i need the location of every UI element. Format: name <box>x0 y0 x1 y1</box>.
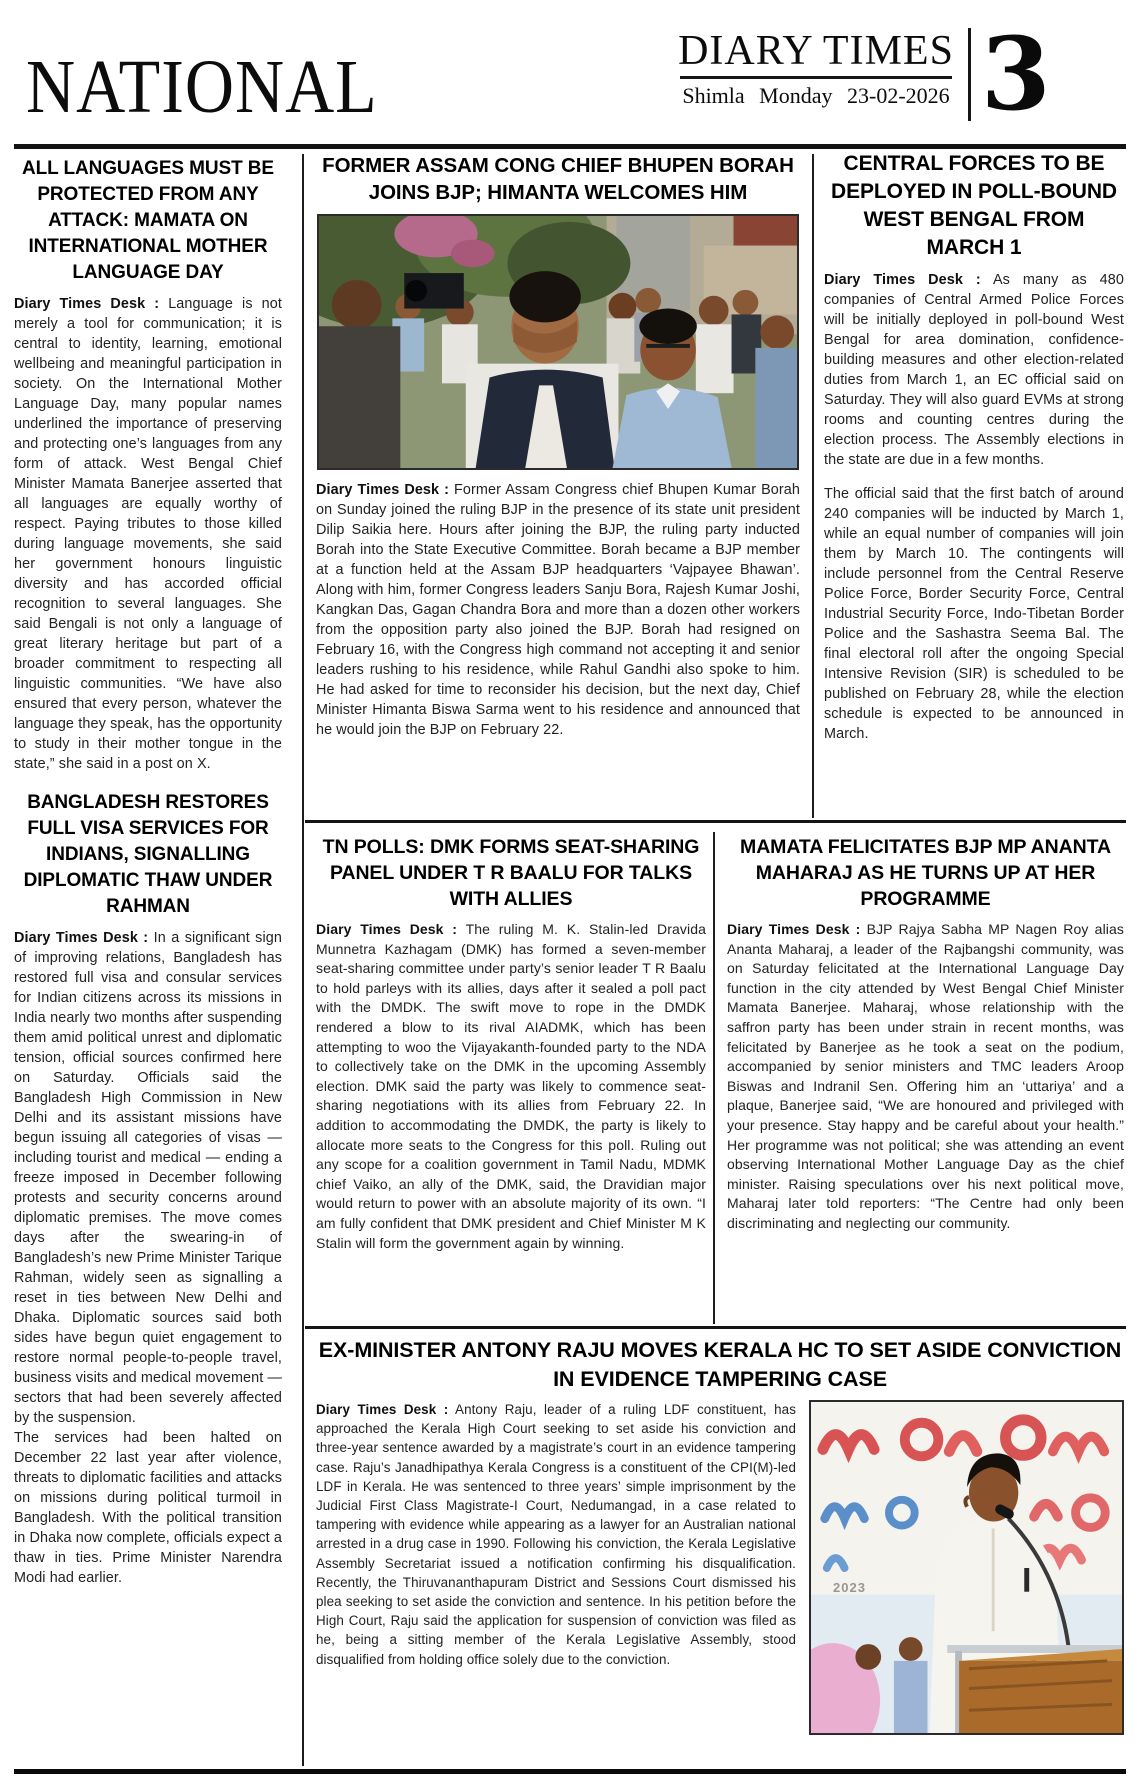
article-body <box>824 270 1124 744</box>
section-rule-upper <box>305 820 1126 823</box>
headline-mamata-language: ALL LANGUAGES MUST BE PROTECTED FROM ANY ATTACK: MAMATA ON INTERNATIONAL MOTHER LANGUAGE DAY <box>22 158 274 283</box>
headline-antony-raju: EX-MINISTER ANTONY RAJU MOVES KERALA HC TO SET ASIDE CONVICTION IN EVIDENCE TAMPERING CASE <box>318 1338 1122 1391</box>
headline-mamata-maharaj: MAMATA FELICITATES BJP MP ANANTA MAHARAJ AS HE TURNS UP AT HER PROGRAMME <box>740 836 1111 910</box>
middle-top-column <box>316 152 800 818</box>
section-rule-lower <box>305 1326 1126 1329</box>
body-text: Language is not merely a tool for communication; it is central to identity, learning, emotional wellbeing and meaningful participation in society. On the International Mother Language Day, many popular names underlined the importance of preserving and protecting one’s languages from any form of attack. West Bengal Chief Minister Mamata Banerjee asserted that all languages are equally worthy of respect. Paying tributes to those killed during language movements, she said her government honours linguistic diversity and has accorded official recognition to several languages. She said Bengali is not only a language of great literary heritage but part of a broader commitment to respecting all linguistic communities. “We have also ensured that every person, whatever the language they speak, has the opportunity to study in their mother tongue in the state,” she said in a post on X. <box>14 296 282 772</box>
article-body <box>727 920 1124 1234</box>
mamata-maharaj-column <box>727 834 1124 1322</box>
headline-central-forces: CENTRAL FORCES TO BE DEPLOYED IN POLL-BOUND WEST BENGAL FROM MARCH 1 <box>831 152 1117 259</box>
section-title: NATIONAL <box>26 43 378 129</box>
bottom-article <box>316 1336 1124 1764</box>
byline: Diary Times Desk : <box>14 930 149 946</box>
body-paragraph <box>824 270 1124 470</box>
article-body <box>316 1400 796 1669</box>
photo-year-text: 2023 <box>833 1580 866 1595</box>
byline: Diary Times Desk : <box>316 482 450 498</box>
column-divider-left <box>302 154 304 1766</box>
body-text: BJP Rajya Sabha MP Nagen Roy alias Ananta Maharaj, a leader of the Rajbangshi community, was on Saturday felicitated at the International Language Day function in the city attended by West Bengal Chief Minister Mamata Banerjee. Maharaj, whose relationship with the saffron party has been under strain in recent months, was felicitated by Banerjee as he took a seat on the podium, accompanied by senior ministers and TMC leaders Aroop Biswas and Indranil Sen. Offering him an ‘uttariya’ and a plaque, Banerjee said, “We are honoured and privileged with your presence. Stay happy and be careful about your health.” Her programme was not political; she was attending an event observing International Mother Language Day as the chief minister. Raising speculations over his next political move, Maharaj later told reporters: “The Centre had only been discriminating and neglecting our community. <box>727 921 1124 1231</box>
article-body <box>14 928 282 1588</box>
body-paragraph: The services had been halted on December 22 last year after violence, threats to diplomatic facilities and attacks on missions during political turmoil in Bangladesh. With the political transition in Dhaka now complete, officials expect a thaw in ties. Prime Minister Narendra Modi had earlier. <box>14 1430 282 1586</box>
headline-borah-bjp: FORMER ASSAM CONG CHIEF BHUPEN BORAH JOINS BJP; HIMANTA WELCOMES HIM <box>322 154 794 204</box>
article-body <box>14 294 282 774</box>
raju-photo-illustration <box>811 1402 1122 1733</box>
dateline: Shimla Monday 23-02-2026 <box>682 83 950 109</box>
borah-photo-illustration <box>319 216 797 468</box>
byline: Diary Times Desk : <box>316 921 458 937</box>
byline: Diary Times Desk : <box>14 296 160 312</box>
masthead <box>676 15 1051 133</box>
article-body <box>316 920 706 1253</box>
body-text: As many as 480 companies of Central Armed Police Forces will be initially deployed in poll-bound West Bengal for area domination, confidence-building measures and other election-related duties from March 1, an EC official said on Saturday. They will also guard EVMs at strong rooms and counting centres during the election process. The Assembly elections in the state are due in a few months. <box>824 272 1124 468</box>
borah-bjp-photo <box>317 214 799 470</box>
byline: Diary Times Desk : <box>316 1402 449 1417</box>
byline: Diary Times Desk : <box>824 272 981 288</box>
body-paragraph <box>14 928 282 1428</box>
masthead-center <box>676 28 968 121</box>
header-rule <box>14 144 1126 149</box>
antony-raju-photo <box>809 1400 1124 1735</box>
left-column <box>14 156 282 1764</box>
byline: Diary Times Desk : <box>727 921 861 937</box>
body-text: Former Assam Congress chief Bhupen Kumar Borah on Sunday joined the ruling BJP in the presence of its state unit president Dilip Saikia here. Hours after joining the BJP, the ruling party inducted Borah into the State Executive Committee. Borah became a BJP member at a function held at the Assam BJP headquarters ‘Vajpayee Bhawan’. Along with him, former Congress leaders Sanju Bora, Rajesh Kumar Joshi, Kangkan Das, Gagan Chandra Bora and more than a dozen other workers from the opposition party also joined the BJP. Borah had resigned on February 16, with the Congress high command not accepting it and senior leaders rushing to his residence, while Rahul Gandhi also spoke to him. He had asked for time to reconsider his decision, but the next day, Chief Minister Himanta Biswa Sarma went to his residence and announced that he would join the BJP on February 22. <box>316 482 800 738</box>
article-body <box>316 480 800 740</box>
tn-polls-column <box>316 834 706 1322</box>
right-top-column <box>824 150 1124 818</box>
body-text: In a significant sign of improving relations, Bangladesh has restored full visa and consular services for Indian citizens across its missions in India nearly two months after suspending them amid political unrest and diplomatic tension, official sources confirmed here on Saturday. Officials said the Bangladesh High Commission in New Delhi and its assistant missions have begun issuing all categories of visas — including tourist and medical — ending a freeze imposed in December following protests and security concerns around diplomatic premises. The move comes days after the swearing-in of Bangladesh’s new Prime Minister Tarique Rahman, widely seen as signalling a reset in ties between New Delhi and Dhaka. Diplomatic sources said both sides have begun quiet engagement to restore normal people-to-people travel, business visits and medical movement — sectors that had been severely affected by the suspension. <box>14 930 282 1426</box>
footer-rule <box>14 1769 1126 1774</box>
column-divider-mid-band <box>713 832 715 1324</box>
headline-bangladesh-visa: BANGLADESH RESTORES FULL VISA SERVICES FOR INDIANS, SIGNALLING DIPLOMATIC THAW UNDER RAHMAN <box>23 792 273 917</box>
body-text: Antony Raju, leader of a ruling LDF constituent, has approached the Kerala High Court seeking to set aside his conviction and three-year sentence awarded by a magistrate’s court in an evidence tampering case. Raju’s Janadhipathya Kerala Congress is a constituent of the CPI(M)-led LDF in Kerala. He was sentenced to three years’ simple imprisonment by the Judicial First Class Magistrate-I Court, Nedumangad, in a case related to tampering with evidence while appearing as a lawyer for an Australian national arrested in a drug case in 1990. Following his conviction, the Kerala Legislative Assembly Secretariat issued a notification confirming his disqualification. Recently, the Thiruvananthapuram District and Sessions Court dismissed his plea seeking to set aside the conviction and sentence. In his petition before the High Court, Raju said the application for suspension of conviction was filed as he, being a sitting member of the Kerala Legislative Assembly, stood disqualified from holding office solely due to the conviction. <box>316 1402 796 1667</box>
paper-name: DIARY TIMES <box>678 28 954 74</box>
body-paragraph: The official said that the first batch of around 240 companies will be inducted by March 1, while an equal number of companies will join them by March 10. The contingents will include personnel from the Central Reserve Police Force, Border Security Force, Central Industrial Security Force, Indo-Tibetan Border Police and the Sashastra Seema Bal. The final electoral roll after the ongoing Special Intensive Revision (SIR) is scheduled to be published on February 28, while the election schedule is expected to be announced in March. <box>824 486 1124 742</box>
body-text: The ruling M. K. Stalin-led Dravida Munnetra Kazhagam (DMK) has formed a seven-member seat-sharing committee under party’s senior leader T R Baalu to hold parleys with its allies, days after it sealed a poll pact with the DMDK. The swift move to rope in the DMDK rendered a blow to its rival AIADMK, which has been attempting to woo the Vijayakanth-founded party to the NDA to collectively take on the DMK in the upcoming Assembly election. DMK said the party was likely to commence seat-sharing negotiations with its allies from February 22. In addition to accommodating the DMDK, the party is likely to allocate more seats to the Congress for this poll. Ruling out any scope for a coalition government in Tamil Nadu, MDMK chief Vaiko, an ally of the DMK, said, the Dravidian major would return to power with an absolute majority of its own. “I am fully confident that DMK president and Chief Minister M K Stalin will form the government again by winning. <box>316 921 706 1251</box>
headline-tn-polls: TN POLLS: DMK FORMS SEAT-SHARING PANEL UNDER T R BAALU FOR TALKS WITH ALLIES <box>322 836 700 910</box>
column-divider-right-top <box>812 154 814 818</box>
page-number: 3 <box>981 15 1051 133</box>
masthead-rule <box>680 76 952 79</box>
bottom-article-row <box>316 1400 1124 1735</box>
